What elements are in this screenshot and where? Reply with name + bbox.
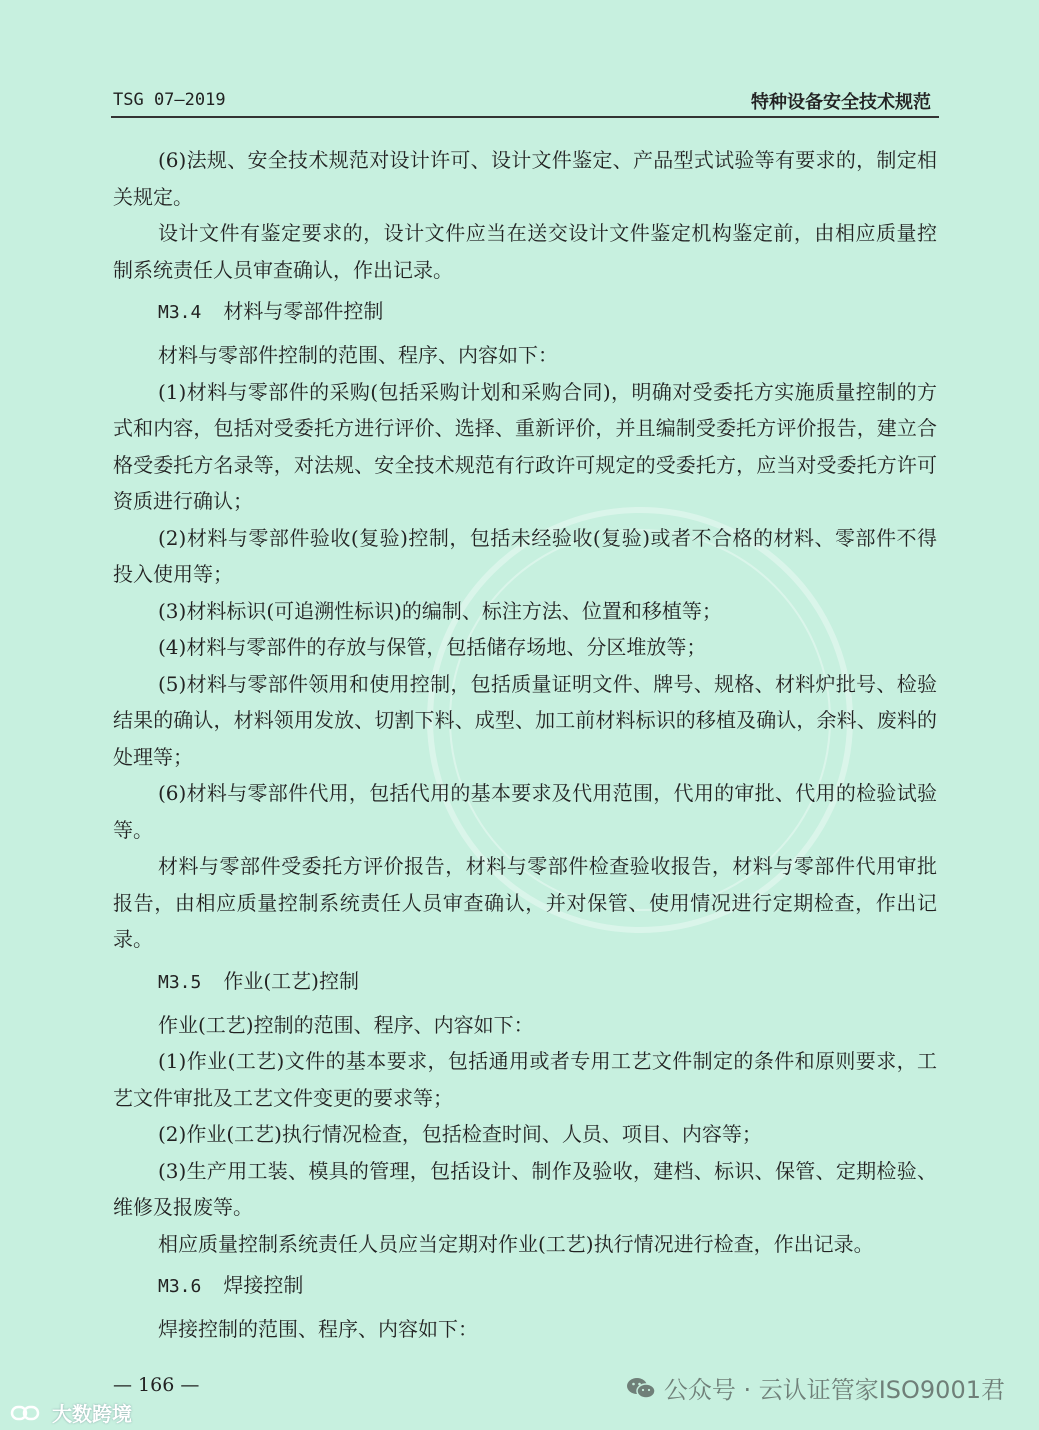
paragraph: (5)材料与零部件领用和使用控制，包括质量证明文件、牌号、规格、材料炉批号、检验结果的确认，材料领用发放、切割下料、成型、加工前材料标识的移植及确认，余料、废料的处理等；	[113, 671, 937, 769]
wechat-watermark	[626, 1370, 1005, 1405]
link-logo-icon	[10, 1403, 46, 1423]
paragraph: (3)生产用工装、模具的管理，包括设计、制作及验收，建档、标识、保管、定期检验、维修及报废等。	[113, 1158, 937, 1219]
paragraph: 相应质量控制系统责任人员应当定期对作业(工艺)执行情况进行检查，作出记录。	[158, 1231, 874, 1256]
section-number: M3.5	[158, 971, 202, 993]
paragraph: 设计文件有鉴定要求的，设计文件应当在送交设计文件鉴定机构鉴定前，由相应质量控制系统责任人员审查确认，作出记录。	[113, 221, 937, 282]
paragraph: 焊接控制的范围、程序、内容如下：	[158, 1317, 478, 1341]
standard-code: TSG 07—2019	[113, 90, 226, 110]
paragraph: (2)作业(工艺)执行情况检查，包括检查时间、人员、项目、内容等；	[158, 1122, 762, 1146]
section-heading-m3-6	[158, 1267, 937, 1305]
corner-watermark	[10, 1398, 132, 1427]
page-header	[111, 88, 939, 118]
page-number: — 166 —	[113, 1374, 200, 1396]
paragraph: 材料与零部件受委托方评价报告，材料与零部件检查验收报告，材料与零部件代用审批报告，由相应质量控制系统责任人员审查确认，并对保管、使用情况进行定期检查，作出记录。	[113, 854, 937, 951]
paragraph: 作业(工艺)控制的范围、程序、内容如下：	[158, 1012, 534, 1037]
document-body	[113, 142, 937, 1348]
paragraph: 材料与零部件控制的范围、程序、内容如下：	[158, 343, 558, 367]
paragraph: (4)材料与零部件的存放与保管，包括储存场地、分区堆放等；	[158, 635, 707, 659]
paragraph: (1)作业(工艺)文件的基本要求，包括通用或者专用工艺文件制定的条件和原则要求，工艺文件审批及工艺文件变更的要求等；	[113, 1049, 937, 1110]
paragraph: (3)材料标识(可追溯性标识)的编制、标注方法、位置和移植等；	[158, 598, 722, 623]
wechat-watermark-text: 公众号 · 云认证管家ISO9001君	[663, 1376, 1005, 1404]
section-heading-m3-4	[158, 293, 937, 331]
section-title: 材料与零部件控制	[223, 299, 384, 323]
wechat-icon	[626, 1376, 656, 1400]
section-number: M3.4	[158, 302, 202, 323]
paragraph: (6)材料与零部件代用，包括代用的基本要求及代用范围，代用的审批、代用的检验试验等。	[113, 781, 937, 842]
section-heading-m3-5	[158, 963, 937, 1001]
paragraph: (2)材料与零部件验收(复验)控制，包括未经验收(复验)或者不合格的材料、零部件不得投入使用等；	[113, 525, 937, 586]
corner-watermark-text: 大数跨境	[52, 1402, 132, 1426]
section-number: M3.6	[158, 1276, 202, 1297]
paragraph: (6)法规、安全技术规范对设计许可、设计文件鉴定、产品型式试验等有要求的，制定相关规定。	[113, 148, 937, 209]
section-title: 作业(工艺)控制	[223, 968, 359, 993]
standard-category: 特种设备安全技术规范	[751, 92, 931, 113]
paragraph: (1)材料与零部件的采购(包括采购计划和采购合同)，明确对受委托方实施质量控制的方式和内容，包括对受委托方进行评价、选择、重新评价，并且编制受委托方评价报告，建立合格受委托方名录等，对法规、安全技术规范有行政许可规定的受委托方，应当对受委托方许可资质进行确认；	[113, 379, 937, 513]
section-title: 焊接控制	[223, 1273, 304, 1297]
